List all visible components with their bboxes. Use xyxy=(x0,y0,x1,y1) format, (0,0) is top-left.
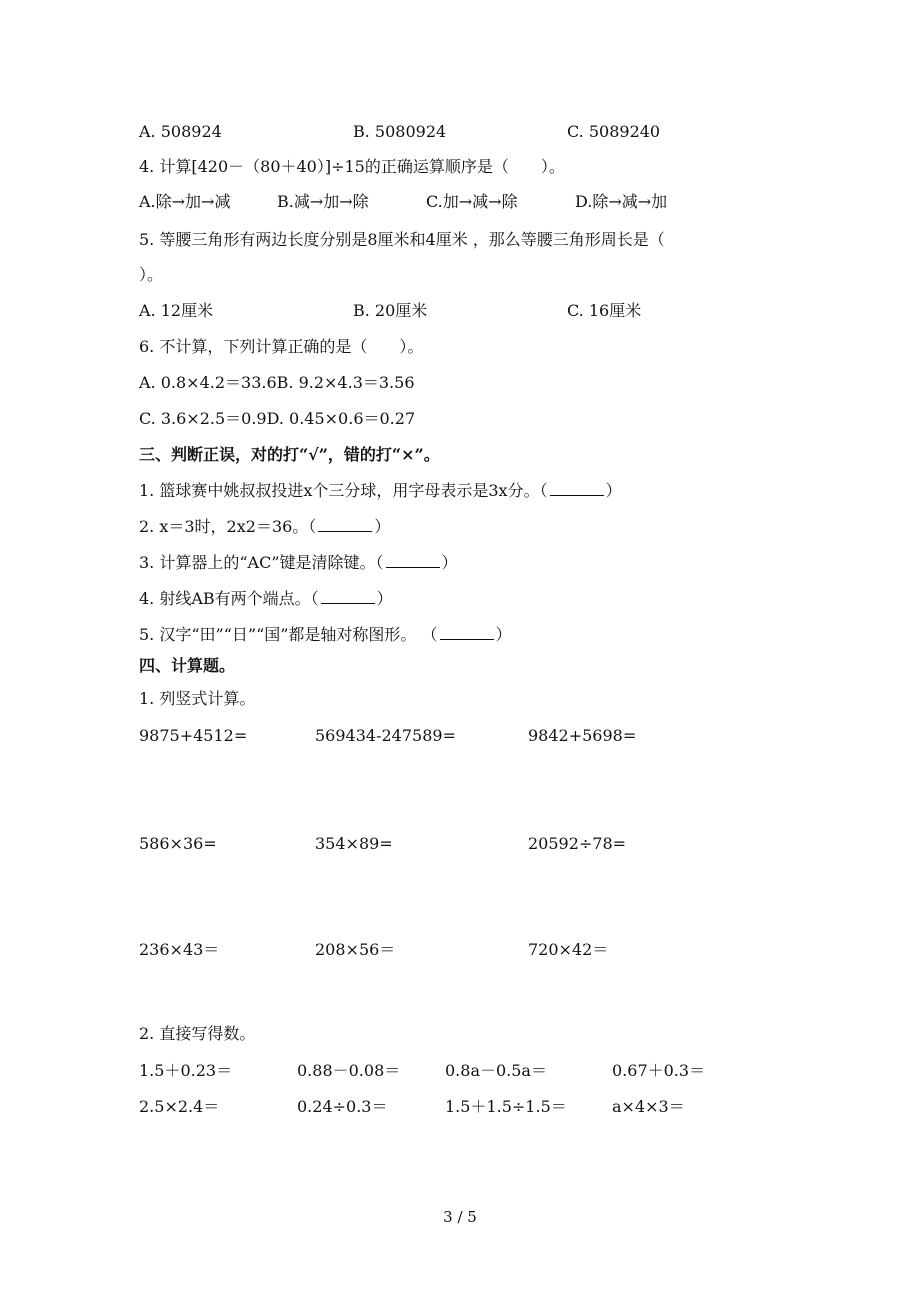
calc-problem: 9875+4512= xyxy=(139,726,248,745)
direct-problem: 1.5＋0.23＝ xyxy=(139,1061,233,1080)
answer-blank[interactable] xyxy=(440,625,494,640)
calc-problem: 354×89= xyxy=(315,834,393,853)
q6-question: 6. 不计算，下列计算正确的是（ ）。 xyxy=(139,337,424,356)
judge-item xyxy=(139,625,512,645)
vertical-calc-heading: 1. 列竖式计算。 xyxy=(139,689,256,708)
judge-item-text: 4. 射线AB有两个端点。（ xyxy=(139,589,319,608)
direct-calc-heading: 2. 直接写得数。 xyxy=(139,1024,256,1043)
q4-option-b: B.减→加→除 xyxy=(277,192,369,211)
judge-item-text: 5. 汉字“田”“日”“国”都是轴对称图形。 （ xyxy=(139,625,438,644)
calc-problem: 20592÷78= xyxy=(528,834,627,853)
calc-problem: 9842+5698= xyxy=(528,726,637,745)
direct-problem: 0.67＋0.3＝ xyxy=(612,1061,706,1080)
q3-option-c: C. 5089240 xyxy=(567,122,661,141)
judge-item xyxy=(139,517,390,537)
q6-options-line2: C. 3.6×2.5＝0.9D. 0.45×0.6＝0.27 xyxy=(139,409,416,428)
calc-problem: 569434-247589= xyxy=(315,726,456,745)
q4-question: 4. 计算[420－（80＋40）]÷15的正确运算顺序是（ ）。 xyxy=(139,157,565,176)
answer-blank[interactable] xyxy=(550,481,604,496)
q5-option-c: C. 16厘米 xyxy=(567,301,642,320)
direct-problem: 0.24÷0.3＝ xyxy=(297,1097,388,1116)
calc-problem: 720×42＝ xyxy=(528,940,609,959)
judge-item-close: ） xyxy=(376,589,393,608)
page-number: 3 / 5 xyxy=(443,1208,477,1226)
judge-item-close: ） xyxy=(605,481,622,500)
answer-blank[interactable] xyxy=(318,517,372,532)
judge-item-text: 3. 计算器上的“AC”键是清除键。（ xyxy=(139,553,384,572)
section4-title: 四、计算题。 xyxy=(139,656,236,675)
judge-item xyxy=(139,481,622,501)
calc-problem: 236×43＝ xyxy=(139,940,220,959)
direct-problem: 2.5×2.4＝ xyxy=(139,1097,220,1116)
judge-item-text: 2. x＝3时，2x2＝36。（ xyxy=(139,517,317,536)
q3-option-b: B. 5080924 xyxy=(353,122,447,141)
judge-item-text: 1. 篮球赛中姚叔叔投进x个三分球，用字母表示是3x分。（ xyxy=(139,481,548,500)
direct-problem: a×4×3＝ xyxy=(612,1097,685,1116)
q6-options-line1: A. 0.8×4.2＝33.6B. 9.2×4.3＝3.56 xyxy=(139,373,415,392)
q5-option-b: B. 20厘米 xyxy=(353,301,428,320)
answer-blank[interactable] xyxy=(386,553,440,568)
direct-problem: 1.5＋1.5÷1.5＝ xyxy=(445,1097,567,1116)
judge-item-close: ） xyxy=(495,625,512,644)
q4-option-c: C.加→减→除 xyxy=(426,192,518,211)
judge-item-close: ） xyxy=(441,553,458,572)
q5-question-line1: 5. 等腰三角形有两边长度分别是8厘米和4厘米 ，那么等腰三角形周长是（ xyxy=(139,230,665,249)
direct-problem: 0.8a－0.5a＝ xyxy=(445,1061,547,1080)
direct-problem: 0.88－0.08＝ xyxy=(297,1061,401,1080)
calc-problem: 586×36= xyxy=(139,834,217,853)
q5-question-line2: ）。 xyxy=(139,265,164,284)
q5-option-a: A. 12厘米 xyxy=(139,301,214,320)
q4-option-d: D.除→减→加 xyxy=(575,192,668,211)
section3-title: 三、判断正误，对的打“√”，错的打“×”。 xyxy=(139,445,440,464)
q4-option-a: A.除→加→减 xyxy=(139,192,231,211)
judge-item xyxy=(139,553,458,573)
calc-problem: 208×56＝ xyxy=(315,940,396,959)
judge-item xyxy=(139,589,393,609)
answer-blank[interactable] xyxy=(321,589,375,604)
q3-option-a: A. 508924 xyxy=(139,122,222,141)
judge-item-close: ） xyxy=(374,517,391,536)
